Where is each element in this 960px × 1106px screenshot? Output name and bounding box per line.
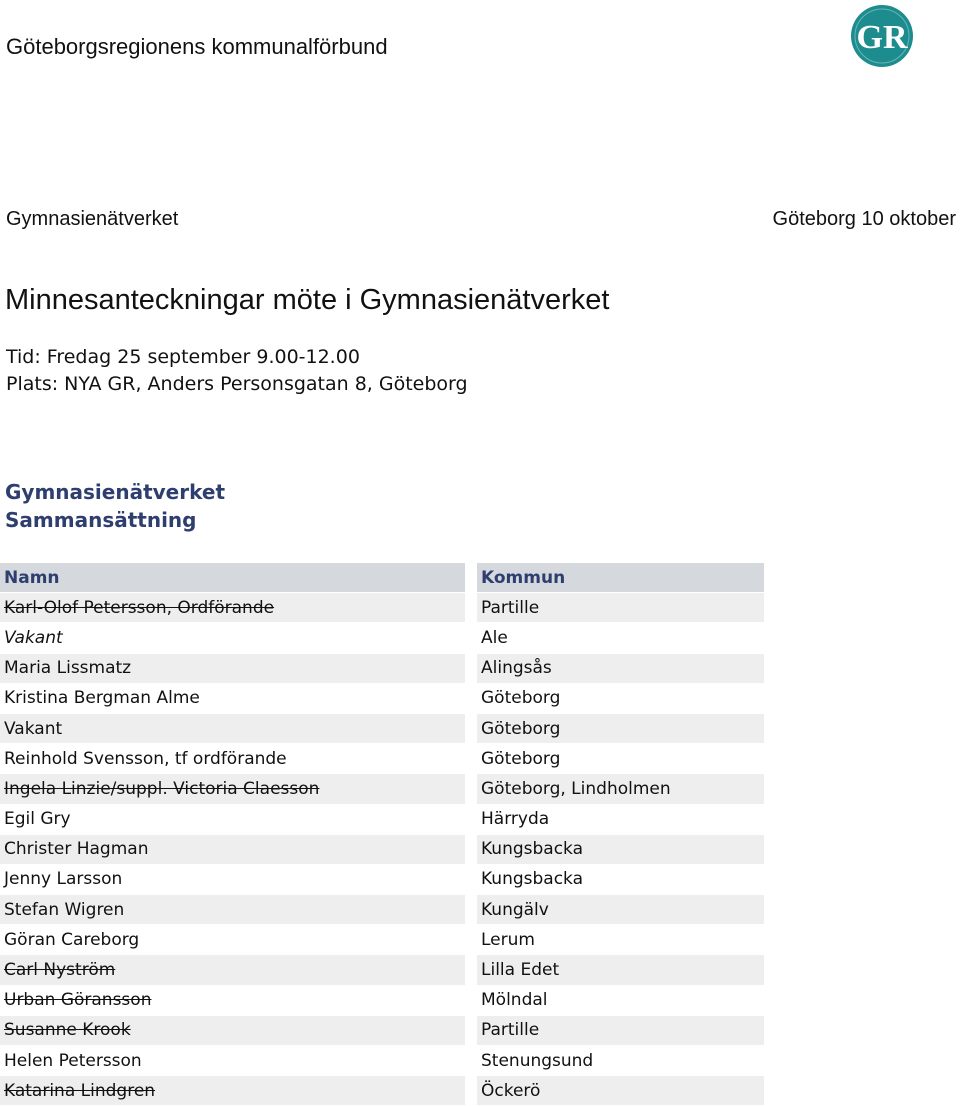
member-kommun: Lilla Edet: [465, 955, 764, 985]
member-name: Susanne Krook: [0, 1016, 465, 1046]
department-name: Gymnasienätverket: [6, 208, 179, 230]
member-name: Kristina Bergman Alme: [0, 684, 465, 714]
table-row: [0, 654, 764, 684]
member-name: Jenny Larsson: [0, 865, 465, 895]
member-name: Maria Lissmatz: [0, 654, 465, 684]
table-row: [0, 774, 764, 804]
table-row: [0, 865, 764, 895]
gr-logo: [848, 2, 916, 70]
member-kommun: Partille: [465, 593, 764, 623]
member-name: Göran Careborg: [0, 925, 465, 955]
member-kommun: Göteborg: [465, 744, 764, 774]
table-row: [0, 805, 764, 835]
column-header-kommun: Kommun: [465, 563, 764, 593]
table-row: [0, 835, 764, 865]
member-kommun: Stenungsund: [465, 1046, 764, 1076]
member-name: Helen Petersson: [0, 1046, 465, 1076]
table-row: [0, 1016, 764, 1046]
table-row: [0, 1046, 764, 1076]
organization-name: Göteborgsregionens kommunalförbund: [6, 34, 388, 59]
group-subtitle: Sammansättning: [5, 508, 197, 532]
table-row: [0, 955, 764, 985]
table-row: [0, 1076, 764, 1106]
member-kommun: Partille: [465, 1016, 764, 1046]
member-kommun: Ale: [465, 623, 764, 653]
member-name: Vakant: [0, 714, 465, 744]
member-kommun: Kungälv: [465, 895, 764, 925]
table-header-row: [0, 563, 764, 593]
place-and-date: Göteborg 10 oktober: [772, 208, 956, 230]
group-heading: [5, 478, 225, 534]
member-kommun: Öckerö: [465, 1076, 764, 1106]
members-table: [0, 563, 764, 1106]
member-name: Stefan Wigren: [0, 895, 465, 925]
logo-text: GR: [856, 19, 908, 56]
member-kommun: Kungsbacka: [465, 865, 764, 895]
table-row: [0, 684, 764, 714]
table-row: [0, 925, 764, 955]
member-name: Katarina Lindgren: [0, 1076, 465, 1106]
member-name: Karl-Olof Petersson, Ordförande: [0, 593, 465, 623]
column-header-name: Namn: [0, 563, 465, 593]
member-name: Reinhold Svensson, tf ordförande: [0, 744, 465, 774]
member-kommun: Kungsbacka: [465, 835, 764, 865]
table-row: [0, 986, 764, 1016]
member-kommun: Alingsås: [465, 654, 764, 684]
members-body: [0, 593, 764, 1106]
group-name: Gymnasienätverket: [5, 480, 225, 504]
member-kommun: Göteborg, Lindholmen: [465, 774, 764, 804]
member-kommun: Lerum: [465, 925, 764, 955]
member-kommun: Göteborg: [465, 684, 764, 714]
meeting-time: Tid: Fredag 25 september 9.00-12.00: [6, 346, 360, 368]
table-row: [0, 744, 764, 774]
member-name: Egil Gry: [0, 805, 465, 835]
member-name: Ingela Linzie/suppl. Victoria Claesson: [0, 774, 465, 804]
table-row: [0, 593, 764, 623]
member-name: Vakant: [0, 623, 465, 653]
member-name: Christer Hagman: [0, 835, 465, 865]
member-kommun: Mölndal: [465, 986, 764, 1016]
meeting-place: Plats: NYA GR, Anders Personsgatan 8, Göteborg: [6, 373, 468, 395]
table-row: [0, 895, 764, 925]
document-title: Minnesanteckningar möte i Gymnasienätverket: [5, 284, 610, 316]
table-row: [0, 714, 764, 744]
member-kommun: Göteborg: [465, 714, 764, 744]
member-name: Carl Nyström: [0, 955, 465, 985]
member-kommun: Härryda: [465, 805, 764, 835]
table-row: [0, 623, 764, 653]
member-name: Urban Göransson: [0, 986, 465, 1016]
